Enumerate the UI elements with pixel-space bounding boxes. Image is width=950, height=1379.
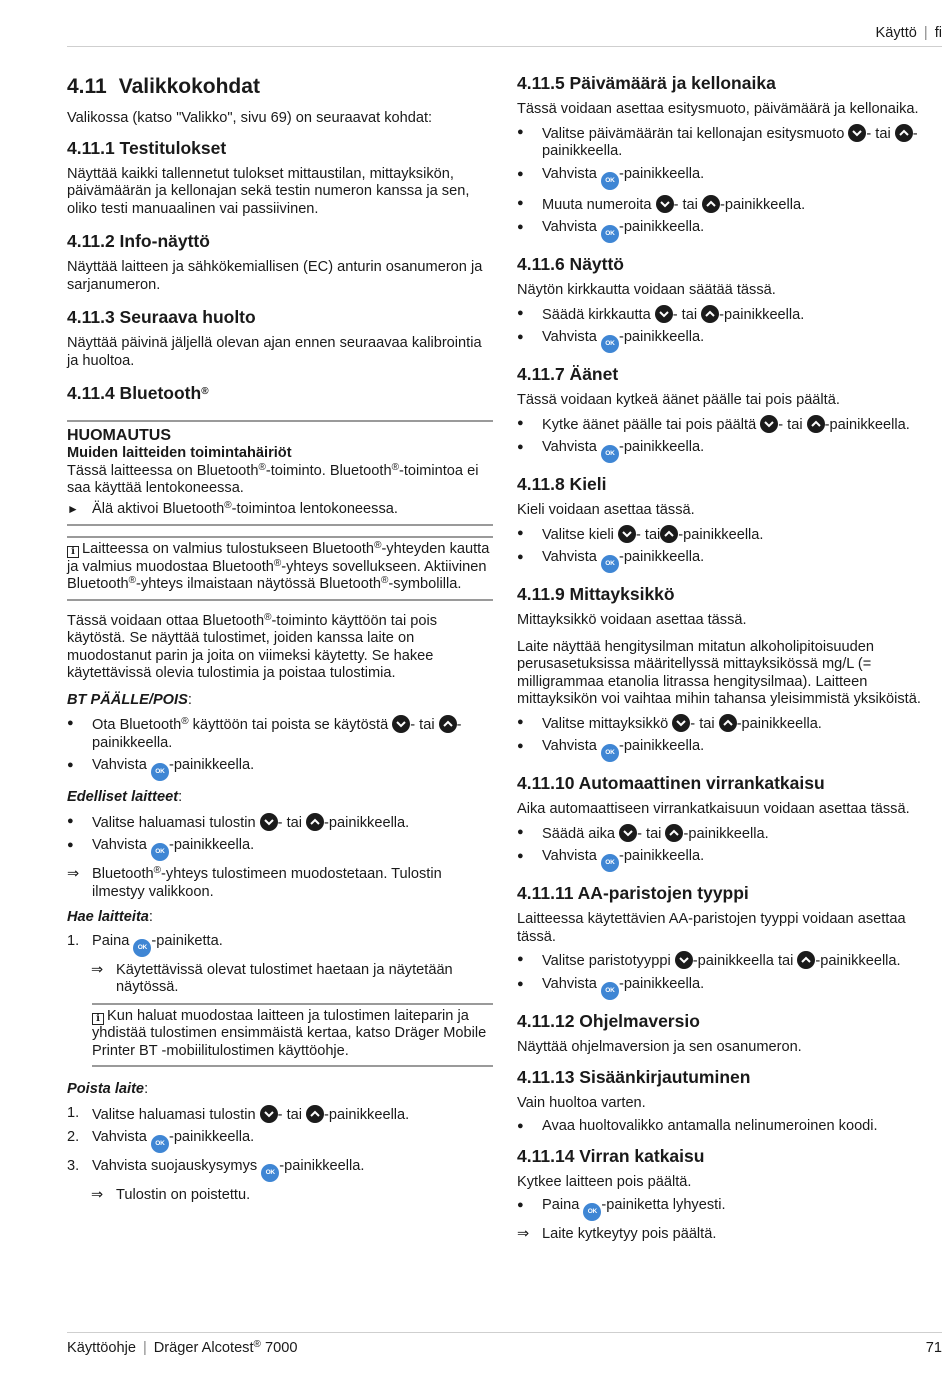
- chevron-down-icon: [675, 951, 693, 969]
- section-title: 4.11.1 Testitulokset: [67, 137, 227, 158]
- chevron-down-icon: [260, 813, 278, 831]
- section-text: Laitteessa käytettävien AA-paristojen tyyppi voidaan asettaa tässä.: [517, 911, 906, 945]
- ok-icon: OK: [133, 939, 151, 957]
- section-title: 4.11.14 Virran katkaisu: [517, 1146, 705, 1166]
- section-text: Vain huoltoa varten.: [517, 1095, 646, 1111]
- footer-product: Dräger Alcotest: [153, 1340, 254, 1356]
- subheading-previous-devices: Edelliset laitteet:: [67, 789, 183, 805]
- result-item: ⇒ Käytettävissä olevat tulostimet haetaan ja näytetään näytössä.: [91, 961, 453, 995]
- chevron-down-icon: [260, 1105, 278, 1123]
- list-item: ● Valitse päivämäärän tai kellonajan esitysmuoto - tai -painikkeella.: [517, 124, 942, 161]
- list-item: ● Vahvista OK -painikkeella.: [517, 848, 942, 872]
- section-software-version: [517, 1010, 942, 1057]
- section-text: Kytkee laitteen pois päältä.: [517, 1174, 692, 1190]
- list-item: ● Valitse haluamasi tulostin - tai -painikkeella.: [67, 813, 493, 833]
- result-arrow-icon: ⇒: [91, 961, 104, 978]
- ok-icon: OK: [583, 1203, 601, 1221]
- info-icon: i: [92, 1013, 104, 1025]
- page-footer: [67, 1340, 297, 1358]
- section-title: [67, 382, 493, 404]
- section-title: 4.11.8 Kieli: [517, 474, 607, 494]
- chevron-up-icon: [702, 195, 720, 213]
- chapter-number: 4.11: [67, 75, 107, 98]
- subheading-bt-on-off: BT PÄÄLLE/POIS:: [67, 691, 192, 708]
- result-item: ⇒ Bluetooth®-yhteys tulostimeen muodostetaan. Tulostin ilmestyy valikkoon.: [67, 865, 442, 900]
- section-unit: [517, 583, 942, 762]
- chevron-up-icon: [306, 813, 324, 831]
- section-text: Mittayksikkö voidaan asettaa tässä.: [517, 612, 747, 628]
- ok-icon: OK: [151, 1135, 169, 1153]
- list-item: ● Kytke äänet päälle tai pois päältä - tai -painikkeella.: [517, 415, 942, 435]
- section-power-off: [517, 1145, 942, 1243]
- section-title: 4.11.7 Äänet: [517, 364, 619, 384]
- list-item: ● Säädä aika - tai -painikkeella.: [517, 824, 942, 844]
- header-lang: fi: [934, 25, 942, 41]
- chevron-up-icon: [719, 714, 737, 732]
- section-text: Tässä voidaan asettaa esitysmuoto, päivämäärä ja kellonaika.: [517, 101, 919, 117]
- chevron-down-icon: [618, 525, 636, 543]
- footer-separator: |: [142, 1340, 147, 1356]
- chevron-down-icon: [619, 824, 637, 842]
- right-column: [517, 72, 942, 1253]
- result-item: ⇒ Laite kytkeytyy pois päältä.: [517, 1225, 717, 1242]
- section-title-text: 4.11.4 Bluetooth: [67, 383, 202, 403]
- section-text: Laite näyttää hengitysilman mitatun alkoholipitoisuuden perusasetuksissa määritellyssä mittayksikössä mg/L (= milligrammaa etanolia litrassa hengitysilmaa). Laitteen mittayksikön voi vaihtaa mihin tahansa yleisimmistä yksiköistä.: [517, 638, 921, 707]
- ok-icon: OK: [601, 854, 619, 872]
- result-arrow-icon: ⇒: [67, 866, 80, 882]
- list-item: ● Valitse paristotyyppi -painikkeella tai -painikkeella.: [517, 951, 942, 971]
- header-separator: |: [923, 25, 928, 41]
- numbered-item: 3. Vahvista suojauskysymys OK -painikkeella.: [67, 1158, 493, 1182]
- section-title: 4.11.2 Info-näyttö: [67, 231, 210, 251]
- section-title: 4.11.3 Seuraava huolto: [67, 307, 256, 327]
- section-date-time: [517, 72, 942, 243]
- list-item: ● Ota Bluetooth® käyttöön tai poista se käytöstä - tai -painikkeella.: [67, 715, 493, 752]
- section-bluetooth: [67, 382, 493, 1205]
- section-title: 4.11.9 Mittayksikkö: [517, 584, 675, 604]
- result-arrow-icon: ⇒: [91, 1187, 104, 1203]
- list-item: ● Vahvista OK -painikkeella.: [517, 329, 942, 353]
- section-display: [517, 253, 942, 353]
- list-item: ● Vahvista OK -painikkeella.: [517, 549, 942, 573]
- chevron-up-icon: [807, 415, 825, 433]
- subheading-search-devices: Hae laitteita:: [67, 909, 153, 925]
- numbered-item: 2. Vahvista OK -painikkeella.: [67, 1129, 493, 1153]
- list-item: ● Valitse kieli - tai -painikkeella.: [517, 525, 942, 545]
- section-text: Aika automaattiseen virrankatkaisuun voidaan asettaa tässä.: [517, 801, 910, 817]
- chevron-down-icon: [672, 714, 690, 732]
- list-item: ● Muuta numeroita - tai -painikkeella.: [517, 195, 942, 215]
- ok-icon: OK: [601, 225, 619, 243]
- list-item: ● Vahvista OK -painikkeella.: [67, 757, 493, 781]
- list-item: ● Säädä kirkkautta - tai -painikkeella.: [517, 305, 942, 325]
- ok-icon: OK: [151, 843, 169, 861]
- ok-icon: OK: [261, 1164, 279, 1182]
- result-item: ⇒ Tulostin on poistettu.: [91, 1187, 251, 1203]
- section-next-service: [67, 306, 493, 370]
- header-divider: [67, 46, 942, 47]
- section-test-results: [67, 137, 493, 219]
- section-title: 4.11.12 Ohjelmaversio: [517, 1010, 700, 1031]
- triangle-arrow-icon: ►: [67, 501, 79, 516]
- chevron-up-icon: [797, 951, 815, 969]
- info-box: i Laitteessa on valmius tulostukseen Bluetooth®-yhteyden kautta ja valmius muodostaa Bluetooth®-yhteys sovellukseen. Aktiivinen Bluetooth®-yhteys ilmaistaan näytössä Bluetooth®-symbolilla.: [67, 536, 493, 601]
- registered-mark: ®: [253, 1339, 261, 1350]
- footer-doc-type: Käyttöohje: [67, 1340, 136, 1356]
- numbered-item: 1. Paina OK -painiketta.: [67, 933, 493, 957]
- list-item: ● Vahvista OK -painikkeella.: [517, 166, 942, 190]
- section-battery-type: [517, 882, 942, 1000]
- chevron-down-icon: [655, 305, 673, 323]
- list-item: ● Valitse mittayksikkö - tai -painikkeella.: [517, 714, 942, 734]
- chevron-up-icon: [895, 124, 913, 142]
- chevron-down-icon: [656, 195, 674, 213]
- left-column: [67, 72, 493, 1217]
- result-arrow-icon: ⇒: [517, 1225, 530, 1242]
- bluetooth-description: Tässä voidaan ottaa Bluetooth®-toiminto käyttöön tai pois käytöstä. Se näyttää tulostimet, joiden kanssa laite on muodostanut parin ja joita on viimeksi käytetty. Se hakee käytettävissä olevia tulostimia ja poistaa tulostimia.: [67, 611, 438, 681]
- section-title: 4.11.13 Sisäänkirjautuminen: [517, 1067, 751, 1087]
- section-text: Kieli voidaan asettaa tässä.: [517, 502, 695, 518]
- list-item: ● Vahvista OK -painikkeella.: [517, 738, 942, 762]
- numbered-item: 1. Valitse haluamasi tulostin - tai -painikkeella.: [67, 1104, 410, 1123]
- page-number: 71: [925, 1340, 942, 1356]
- section-text: Näyttää päivinä jäljellä olevan ajan ennen seuraavaa kalibrointia ja huoltoa.: [67, 335, 482, 369]
- chevron-down-icon: [392, 715, 410, 733]
- section-title: 4.11.6 Näyttö: [517, 254, 624, 274]
- ok-icon: OK: [601, 335, 619, 353]
- section-title: 4.11.11 AA-paristojen tyyppi: [517, 883, 749, 903]
- chevron-up-icon: [439, 715, 457, 733]
- section-sounds: [517, 363, 942, 463]
- ok-icon: OK: [151, 763, 169, 781]
- section-text: Näyttää laitteen ja sähkökemiallisen (EC) anturin osanumeron ja sarjanumeron.: [67, 259, 483, 293]
- section-title: 4.11.5 Päivämäärä ja kellonaika: [517, 73, 776, 93]
- section-text: Tässä voidaan kytkeä äänet päälle tai pois päältä.: [517, 392, 840, 408]
- chapter-title-text: Valikkokohdat: [118, 75, 260, 98]
- notice-step: ► Älä aktivoi Bluetooth®-toimintoa lentokoneessa.: [67, 499, 398, 517]
- section-text: Näyttää ohjelmaversion ja sen osanumeron.: [517, 1038, 802, 1055]
- section-title: 4.11.10 Automaattinen virrankatkaisu: [517, 773, 825, 793]
- info-icon: i: [67, 546, 79, 558]
- info-box: i Kun haluat muodostaa laitteen ja tulostimen laiteparin ja yhdistää tulostimen ensimmäistä kertaa, katso Dräger Mobile Printer BT -mobiilitulostimen käyttöohje.: [92, 1003, 493, 1068]
- ok-icon: OK: [601, 982, 619, 1000]
- list-item: ● Avaa huoltovalikko antamalla nelinumeroinen koodi.: [517, 1118, 942, 1136]
- chevron-up-icon: [660, 525, 678, 543]
- section-text: Näytön kirkkautta voidaan säätää tässä.: [517, 282, 776, 298]
- header-section: Käyttö: [875, 25, 917, 41]
- ok-icon: OK: [601, 445, 619, 463]
- chevron-up-icon: [665, 824, 683, 842]
- page-header: [876, 25, 942, 43]
- list-item: ● Vahvista OK -painikkeella.: [517, 439, 942, 463]
- section-language: [517, 473, 942, 573]
- chevron-up-icon: [306, 1105, 324, 1123]
- ok-icon: OK: [601, 555, 619, 573]
- chapter-title: [67, 74, 493, 100]
- notice-subtitle: Muiden laitteiden toimintahäiriöt: [67, 445, 292, 461]
- chapter-intro: Valikossa (katso "Valikko", sivu 69) on seuraavat kohdat:: [67, 110, 433, 126]
- chevron-down-icon: [848, 124, 866, 142]
- notice-box: [67, 420, 493, 526]
- section-auto-power-off: [517, 772, 942, 872]
- footer-divider: [67, 1332, 942, 1333]
- section-login: [517, 1066, 942, 1135]
- chevron-down-icon: [760, 415, 778, 433]
- list-item: ● Paina OK -painiketta lyhyesti.: [517, 1197, 942, 1221]
- section-text: Näyttää kaikki tallennetut tulokset mittaustilan, mittayksikön, päivämäärän ja kellonajan sekä testin numeron kanssa ja sen, oliko testi manuaalinen vai passiivinen.: [67, 165, 470, 217]
- subheading-remove-device: Poista laite:: [67, 1081, 149, 1097]
- list-item: ● Vahvista OK -painikkeella.: [67, 837, 493, 861]
- chevron-up-icon: [701, 305, 719, 323]
- notice-title: HUOMAUTUS: [67, 427, 171, 444]
- ok-icon: OK: [601, 744, 619, 762]
- list-item: ● Vahvista OK -painikkeella.: [517, 219, 942, 243]
- footer-model: 7000: [260, 1340, 298, 1356]
- notice-text: Tässä laitteessa on Bluetooth®-toiminto. Bluetooth®-toimintoa ei saa käyttää lentokoneessa.: [67, 461, 479, 496]
- registered-mark: ®: [201, 386, 209, 397]
- list-item: ● Vahvista OK -painikkeella.: [517, 976, 942, 1000]
- ok-icon: OK: [601, 172, 619, 190]
- section-info-display: [67, 230, 493, 294]
